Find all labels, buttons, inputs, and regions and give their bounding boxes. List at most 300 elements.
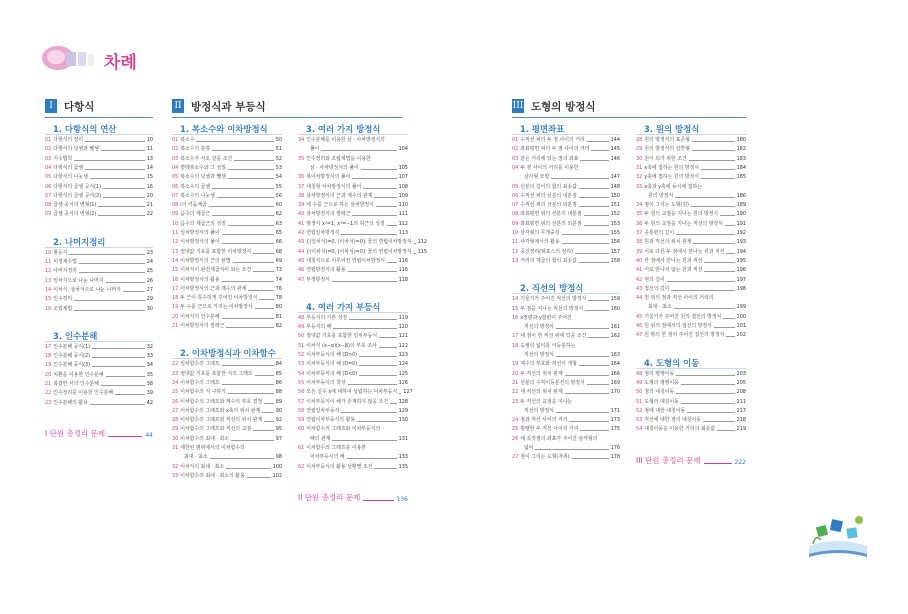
toc-entry[interactable] bbox=[45, 362, 153, 368]
toc-entry[interactable] bbox=[172, 295, 282, 301]
toc-entry[interactable] bbox=[512, 258, 620, 264]
toc-entry[interactable] bbox=[298, 156, 408, 162]
toc-entry[interactable] bbox=[636, 314, 746, 320]
toc-entry[interactable] bbox=[636, 426, 746, 432]
entry-title: 이차부등식의 작성 bbox=[306, 379, 346, 386]
toc-entry[interactable] bbox=[636, 156, 746, 162]
toc-entry[interactable] bbox=[172, 193, 282, 199]
toc-entry[interactable] bbox=[298, 267, 408, 273]
toc-entry[interactable] bbox=[298, 239, 427, 246]
entry-number: 33 bbox=[172, 472, 179, 479]
entry-number: 09 bbox=[172, 211, 179, 218]
entry-title: 넓이 bbox=[524, 445, 534, 451]
page-title: 차례 bbox=[104, 53, 137, 73]
entry-page: 30 bbox=[146, 305, 153, 312]
leader-line bbox=[92, 348, 145, 349]
toc-entry[interactable] bbox=[45, 211, 153, 217]
entry-title: 치환을 이용한 인수분해 bbox=[53, 371, 104, 378]
toc-entry[interactable] bbox=[172, 146, 282, 152]
toc-entry[interactable] bbox=[298, 389, 413, 396]
entry-title: 음수의 제곱근 bbox=[180, 211, 211, 218]
toc-entry[interactable] bbox=[45, 287, 153, 293]
entry-title: 이차방정식의 근의 판별 bbox=[180, 257, 231, 264]
toc-entry[interactable] bbox=[172, 277, 282, 283]
toc-entry[interactable] bbox=[636, 165, 746, 171]
toc-entry[interactable] bbox=[45, 344, 153, 350]
toc-entry[interactable] bbox=[636, 221, 746, 227]
toc-entry[interactable] bbox=[172, 399, 282, 405]
entry-title: 방정식 x³=1, x³=−1의 허근의 성질 bbox=[306, 220, 385, 227]
leader-line bbox=[588, 337, 608, 338]
entry-title: 풀이 bbox=[310, 146, 320, 153]
leader-line bbox=[103, 188, 145, 189]
toc-entry[interactable] bbox=[298, 454, 408, 460]
toc-entry[interactable] bbox=[172, 304, 282, 310]
entry-title: 원이 되기 위한 조건 bbox=[644, 155, 687, 162]
entry-title: 인수정리와 조립제법을 이용한 bbox=[306, 155, 371, 162]
entry-title: 세 수를 근으로 하는 삼차방정식 bbox=[306, 202, 374, 209]
toc-entry[interactable] bbox=[45, 372, 153, 378]
entry-page: 60 bbox=[275, 202, 282, 209]
entry-title: 서로 만나지 않는 원과 직선 bbox=[644, 267, 703, 274]
entry-page: 14 bbox=[146, 164, 153, 171]
toc-entry[interactable] bbox=[45, 184, 153, 190]
entry-page: 201 bbox=[736, 323, 746, 329]
entry-number: 42 bbox=[636, 276, 643, 283]
entry-page: 189 bbox=[736, 202, 746, 209]
toc-entry[interactable] bbox=[298, 343, 408, 349]
toc-entry[interactable] bbox=[512, 361, 620, 367]
toc-entry[interactable] bbox=[298, 426, 408, 432]
toc-entry[interactable] bbox=[636, 371, 746, 377]
leader-line bbox=[79, 272, 145, 273]
entry-number: 53 bbox=[636, 417, 643, 424]
leader-line bbox=[562, 243, 609, 244]
entry-title: 두 직선의 교점을 지나는 bbox=[520, 398, 573, 405]
toc-entry[interactable] bbox=[298, 146, 408, 152]
toc-entry[interactable] bbox=[512, 165, 620, 171]
toc-entry[interactable] bbox=[512, 221, 620, 227]
entry-number: 44 bbox=[298, 248, 305, 255]
entry-page: 211 bbox=[736, 398, 746, 405]
toc-entry[interactable] bbox=[298, 417, 408, 423]
entry-page: 152 bbox=[610, 211, 620, 218]
entry-number: 35 bbox=[298, 155, 305, 162]
toc-entry[interactable] bbox=[45, 165, 153, 171]
toc-entry[interactable] bbox=[512, 333, 620, 339]
toc-entry[interactable] bbox=[298, 211, 408, 217]
leader-line bbox=[332, 281, 397, 282]
toc-entry[interactable] bbox=[298, 333, 408, 339]
entry-number: 11 bbox=[45, 259, 52, 265]
toc-entry[interactable] bbox=[512, 324, 620, 330]
toc-entry[interactable] bbox=[512, 417, 620, 423]
toc-entry[interactable] bbox=[172, 267, 282, 273]
toc-entry[interactable] bbox=[636, 174, 746, 180]
toc-entry[interactable] bbox=[298, 230, 408, 236]
leader-line bbox=[74, 310, 145, 311]
entry-number: 09 bbox=[45, 211, 52, 218]
entry-title: 이차함수의 그래프와 x축의 위치 관계 bbox=[180, 407, 261, 414]
part-title: 도형의 방정식 bbox=[531, 100, 596, 113]
toc-entry[interactable] bbox=[512, 380, 620, 386]
section-title: 3. 인수분해 bbox=[53, 330, 98, 341]
toc-entry[interactable] bbox=[512, 389, 620, 395]
entry-page: 186 bbox=[736, 192, 746, 199]
toc-entry[interactable] bbox=[298, 315, 408, 321]
leader-line bbox=[210, 458, 274, 459]
leader-line bbox=[693, 243, 734, 244]
leader-line bbox=[106, 282, 145, 283]
review-link[interactable] bbox=[45, 428, 153, 439]
entry-title: 이차함수의 그래프와 직선의 교점 bbox=[180, 426, 252, 433]
toc-entry[interactable] bbox=[636, 230, 746, 236]
review-link[interactable] bbox=[298, 492, 408, 503]
entry-page: 121 bbox=[398, 333, 408, 340]
toc-entry[interactable] bbox=[512, 156, 620, 162]
entry-page: 13 bbox=[146, 155, 153, 162]
toc-entry[interactable] bbox=[512, 296, 620, 302]
toc-entry[interactable] bbox=[172, 165, 282, 171]
entry-number: 31 bbox=[172, 445, 179, 451]
toc-entry[interactable] bbox=[298, 184, 408, 190]
entry-title: 현의 길이 bbox=[644, 276, 665, 283]
toc-entry[interactable] bbox=[172, 454, 282, 460]
leader-line bbox=[341, 234, 396, 235]
toc-entry[interactable] bbox=[172, 184, 282, 190]
entry-page: 85 bbox=[275, 370, 282, 377]
entry-title: 일차방정식의 풀이 bbox=[180, 230, 220, 236]
leader-line bbox=[361, 169, 397, 170]
review-page: 44 bbox=[145, 431, 153, 439]
toc-entry[interactable] bbox=[45, 306, 153, 312]
entry-title: 좌표평면 위의 선분의 외분점 bbox=[520, 220, 582, 227]
section-divider bbox=[512, 134, 620, 135]
leader-line bbox=[90, 404, 145, 405]
toc-entry[interactable] bbox=[172, 239, 282, 245]
toc-entry[interactable] bbox=[512, 193, 620, 199]
entry-number: 12 bbox=[45, 268, 52, 275]
toc-entry[interactable] bbox=[512, 239, 620, 245]
toc-entry[interactable] bbox=[298, 277, 408, 283]
toc-entry[interactable] bbox=[45, 174, 153, 180]
toc-entry[interactable] bbox=[636, 277, 746, 283]
toc-entry[interactable] bbox=[172, 408, 282, 414]
toc-entry[interactable] bbox=[512, 399, 620, 405]
entry-number: 21 bbox=[45, 381, 52, 387]
leader-line bbox=[584, 225, 609, 226]
entry-number: 11 bbox=[512, 239, 519, 246]
toc-entry[interactable] bbox=[298, 137, 408, 143]
toc-entry[interactable] bbox=[45, 390, 153, 396]
toc-entry[interactable] bbox=[45, 268, 153, 274]
leader-line bbox=[98, 206, 144, 207]
entry-page: 192 bbox=[736, 230, 746, 236]
toc-entry[interactable] bbox=[636, 193, 746, 199]
toc-entry[interactable] bbox=[512, 426, 620, 432]
section-title: 1. 평면좌표 bbox=[520, 124, 565, 134]
toc-entry[interactable] bbox=[636, 399, 746, 405]
toc-entry[interactable] bbox=[636, 267, 746, 273]
toc-entry[interactable] bbox=[636, 249, 746, 255]
toc-entry[interactable] bbox=[298, 436, 408, 442]
toc-entry[interactable] bbox=[636, 146, 746, 152]
entry-page: 39 bbox=[146, 390, 153, 397]
book-logo-icon bbox=[40, 42, 100, 72]
leader-line bbox=[591, 150, 608, 151]
toc-entry[interactable] bbox=[45, 353, 153, 359]
toc-entry[interactable] bbox=[45, 156, 153, 162]
entry-number: 57 bbox=[298, 398, 305, 405]
entry-page: 107 bbox=[398, 174, 408, 181]
entry-title: 공통현의 길이 bbox=[644, 230, 675, 236]
toc-entry[interactable] bbox=[298, 174, 408, 180]
entry-title: y축에 접하는 원의 방정식 bbox=[644, 174, 700, 181]
section-divider bbox=[298, 134, 408, 135]
entry-number: 59 bbox=[298, 417, 305, 424]
toc-entry[interactable] bbox=[636, 184, 746, 190]
toc-entry[interactable] bbox=[636, 258, 746, 264]
entry-title: 절댓값 기호를 포함한 이차방정식 bbox=[180, 248, 252, 255]
entry-page: 144 bbox=[610, 137, 620, 143]
toc-entry[interactable] bbox=[172, 361, 282, 367]
toc-entry[interactable] bbox=[298, 202, 408, 208]
toc-entry[interactable] bbox=[172, 314, 282, 320]
toc-entry[interactable] bbox=[636, 304, 746, 310]
entry-title: 도형의 평행이동 bbox=[644, 379, 679, 386]
entry-page: 35 bbox=[146, 371, 153, 378]
toc-entry[interactable] bbox=[512, 315, 620, 321]
entry-page: 217 bbox=[736, 407, 746, 414]
entry-number: 53 bbox=[298, 361, 305, 368]
toc-entry[interactable] bbox=[636, 408, 746, 414]
leader-line bbox=[348, 271, 397, 272]
toc-entry[interactable] bbox=[636, 295, 746, 301]
review-page: 222 bbox=[734, 458, 746, 466]
entry-number: 40 bbox=[636, 257, 643, 264]
toc-entry[interactable] bbox=[512, 137, 620, 143]
toc-entry[interactable] bbox=[512, 454, 620, 460]
entry-title: 인수분해 공식(3) bbox=[53, 362, 91, 369]
entry-number: 45 bbox=[298, 257, 305, 264]
leader-line bbox=[572, 458, 609, 459]
toc-entry[interactable] bbox=[298, 464, 408, 470]
toc-entry[interactable] bbox=[172, 473, 282, 479]
entry-page: 26 bbox=[146, 277, 153, 284]
entry-title: 두 원의 교점을 지나는 직선의 방정식 bbox=[644, 220, 723, 227]
entry-page: 175 bbox=[610, 426, 620, 433]
entry-title: 복잡한 식의 인수분해 bbox=[53, 381, 99, 387]
toc-entry[interactable] bbox=[45, 137, 153, 143]
entry-page: 203 bbox=[736, 370, 746, 377]
entry-page: 69 bbox=[275, 257, 282, 264]
entry-number: 15 bbox=[512, 305, 519, 312]
toc-entry[interactable] bbox=[45, 193, 153, 199]
toc-entry[interactable] bbox=[172, 258, 282, 264]
toc-entry[interactable] bbox=[636, 137, 746, 143]
entry-page: 130 bbox=[398, 417, 408, 424]
leader-line bbox=[376, 206, 397, 207]
entry-title: 이차함수의 최대 · 최소 bbox=[180, 435, 229, 442]
toc-entry[interactable] bbox=[636, 323, 746, 329]
section-divider bbox=[45, 134, 153, 135]
toc-entry[interactable] bbox=[512, 174, 620, 180]
toc-entry[interactable] bbox=[298, 258, 408, 264]
toc-entry[interactable] bbox=[172, 137, 282, 143]
entry-number: 19 bbox=[172, 304, 179, 311]
toc-entry[interactable] bbox=[512, 408, 620, 414]
entry-page: 98 bbox=[275, 454, 282, 461]
toc-entry[interactable] bbox=[298, 193, 408, 199]
leader-line bbox=[234, 160, 274, 161]
entry-title: 점이 그리는 도형(자취) bbox=[520, 454, 570, 461]
toc-entry[interactable] bbox=[172, 174, 282, 180]
entry-page: 34 bbox=[146, 362, 153, 369]
toc-entry[interactable] bbox=[298, 445, 408, 451]
entry-page: 118 bbox=[398, 276, 408, 283]
toc-entry[interactable] bbox=[172, 426, 282, 432]
leader-line bbox=[212, 188, 274, 189]
toc-entry[interactable] bbox=[636, 202, 746, 208]
entry-number: 44 bbox=[636, 295, 643, 302]
entry-number: 03 bbox=[45, 155, 52, 162]
toc-entry[interactable] bbox=[172, 249, 282, 255]
entry-page: 90 bbox=[275, 407, 282, 414]
toc-entry[interactable] bbox=[636, 332, 746, 338]
toc-entry[interactable] bbox=[512, 352, 620, 358]
leader-line bbox=[103, 197, 145, 198]
toc-entry[interactable] bbox=[298, 380, 408, 386]
entry-page: 81 bbox=[275, 313, 282, 320]
leader-line bbox=[90, 178, 145, 179]
entry-number: 43 bbox=[298, 239, 305, 246]
entry-title: 이차함수의 그래프와 이차부등식의 bbox=[306, 426, 381, 433]
toc-entry[interactable] bbox=[172, 202, 282, 208]
entry-title: 도형의 넓이를 이등분하는 bbox=[520, 342, 576, 349]
review-link[interactable] bbox=[636, 455, 746, 466]
toc-entry[interactable] bbox=[172, 445, 282, 451]
entry-number: 30 bbox=[636, 155, 643, 162]
toc-entry[interactable] bbox=[298, 248, 427, 255]
entry-page: 27 bbox=[146, 286, 153, 293]
entry-number: 21 bbox=[512, 379, 519, 386]
toc-entry[interactable] bbox=[172, 156, 282, 162]
toc-entry[interactable] bbox=[45, 202, 153, 208]
entry-title: 직선의 방정식 bbox=[524, 352, 554, 358]
toc-entry[interactable] bbox=[298, 408, 408, 414]
review-title: I 단원 총정리 문제 bbox=[45, 428, 106, 438]
entry-title: 세 직선의 위치 관계 bbox=[520, 389, 563, 396]
entry-page: 123 bbox=[398, 352, 408, 358]
toc-entry[interactable] bbox=[636, 389, 746, 395]
entry-page: 131 bbox=[398, 435, 408, 442]
toc-entry[interactable] bbox=[512, 146, 620, 152]
book-illustration-icon bbox=[803, 506, 873, 562]
toc-entry[interactable] bbox=[512, 343, 620, 349]
toc-entry[interactable] bbox=[172, 286, 282, 292]
leader-line bbox=[704, 271, 734, 272]
toc-entry[interactable] bbox=[172, 323, 282, 329]
leader-line bbox=[676, 393, 735, 394]
section-title: 2. 나머지정리 bbox=[53, 236, 106, 247]
toc-entry[interactable] bbox=[512, 230, 620, 236]
toc-entry[interactable] bbox=[512, 211, 620, 217]
section-title: 2. 직선의 방정식 bbox=[520, 283, 584, 294]
entry-title: 복소수의 곱셈 bbox=[180, 183, 211, 190]
toc-entry[interactable] bbox=[298, 399, 408, 405]
entry-title: 대칭식으로 이루어진 연립이차방정식 bbox=[306, 257, 385, 264]
toc-entry[interactable] bbox=[298, 371, 408, 377]
toc-entry[interactable] bbox=[636, 417, 746, 423]
entry-title: 나머지정리 bbox=[53, 268, 77, 275]
toc-entry[interactable] bbox=[512, 371, 620, 377]
toc-entry[interactable] bbox=[636, 380, 746, 386]
toc-entry[interactable] bbox=[45, 381, 153, 387]
toc-entry[interactable] bbox=[45, 259, 153, 265]
entry-title: 다항식의 곱셈 bbox=[53, 164, 84, 171]
leader-line bbox=[726, 253, 734, 254]
toc-entry[interactable] bbox=[172, 380, 282, 386]
entry-number: 16 bbox=[512, 314, 519, 321]
toc-entry[interactable] bbox=[512, 436, 620, 442]
toc-entry[interactable] bbox=[172, 389, 282, 395]
toc-entry[interactable] bbox=[45, 278, 153, 284]
entry-title: 절댓값 기호를 포함한 식의 그래프 bbox=[180, 370, 253, 377]
entry-page: 202 bbox=[736, 332, 746, 339]
toc-entry[interactable] bbox=[298, 324, 408, 330]
toc-entry[interactable] bbox=[512, 249, 620, 255]
toc-entry[interactable] bbox=[636, 239, 746, 245]
toc-entry[interactable] bbox=[45, 250, 153, 256]
leader-line bbox=[228, 225, 274, 226]
toc-entry[interactable] bbox=[172, 230, 282, 236]
toc-entry[interactable] bbox=[512, 445, 620, 451]
toc-entry[interactable] bbox=[172, 417, 282, 423]
toc-entry[interactable] bbox=[172, 371, 282, 377]
toc-entry[interactable] bbox=[298, 361, 408, 367]
entry-title: 삼차방정식의 근과 계수의 관계 bbox=[306, 192, 373, 199]
leader-line bbox=[69, 254, 144, 255]
leader-line bbox=[247, 477, 271, 478]
toc-entry[interactable] bbox=[636, 286, 746, 292]
toc-entry[interactable] bbox=[172, 211, 282, 217]
toc-entry[interactable] bbox=[298, 352, 408, 358]
entry-title: 원의 방정식의 일반형 bbox=[644, 146, 690, 153]
toc-entry[interactable] bbox=[512, 202, 620, 208]
entry-title: 이차부등식의 해 (D<0) bbox=[306, 370, 358, 377]
toc-entry[interactable] bbox=[636, 211, 746, 217]
toc-entry[interactable] bbox=[172, 436, 282, 442]
toc-entry[interactable] bbox=[512, 184, 620, 190]
toc-entry[interactable] bbox=[172, 221, 282, 227]
toc-entry[interactable] bbox=[298, 165, 408, 171]
leader-line bbox=[704, 262, 734, 263]
toc-entry[interactable] bbox=[45, 146, 153, 152]
section-title: 4. 도형의 이동 bbox=[644, 357, 700, 368]
entry-page: 156 bbox=[610, 239, 620, 246]
leader-line bbox=[579, 365, 609, 366]
entry-page: 53 bbox=[275, 164, 282, 171]
leader-line bbox=[390, 403, 397, 404]
toc-entry[interactable] bbox=[45, 296, 153, 302]
toc-entry[interactable] bbox=[45, 400, 153, 406]
entry-title: 지수법칙 bbox=[53, 155, 73, 162]
part-heading bbox=[172, 97, 266, 115]
toc-entry[interactable] bbox=[172, 464, 282, 470]
toc-entry[interactable] bbox=[512, 306, 620, 312]
toc-entry[interactable] bbox=[298, 221, 408, 227]
entry-title: 직선의 방정식 bbox=[524, 324, 554, 331]
